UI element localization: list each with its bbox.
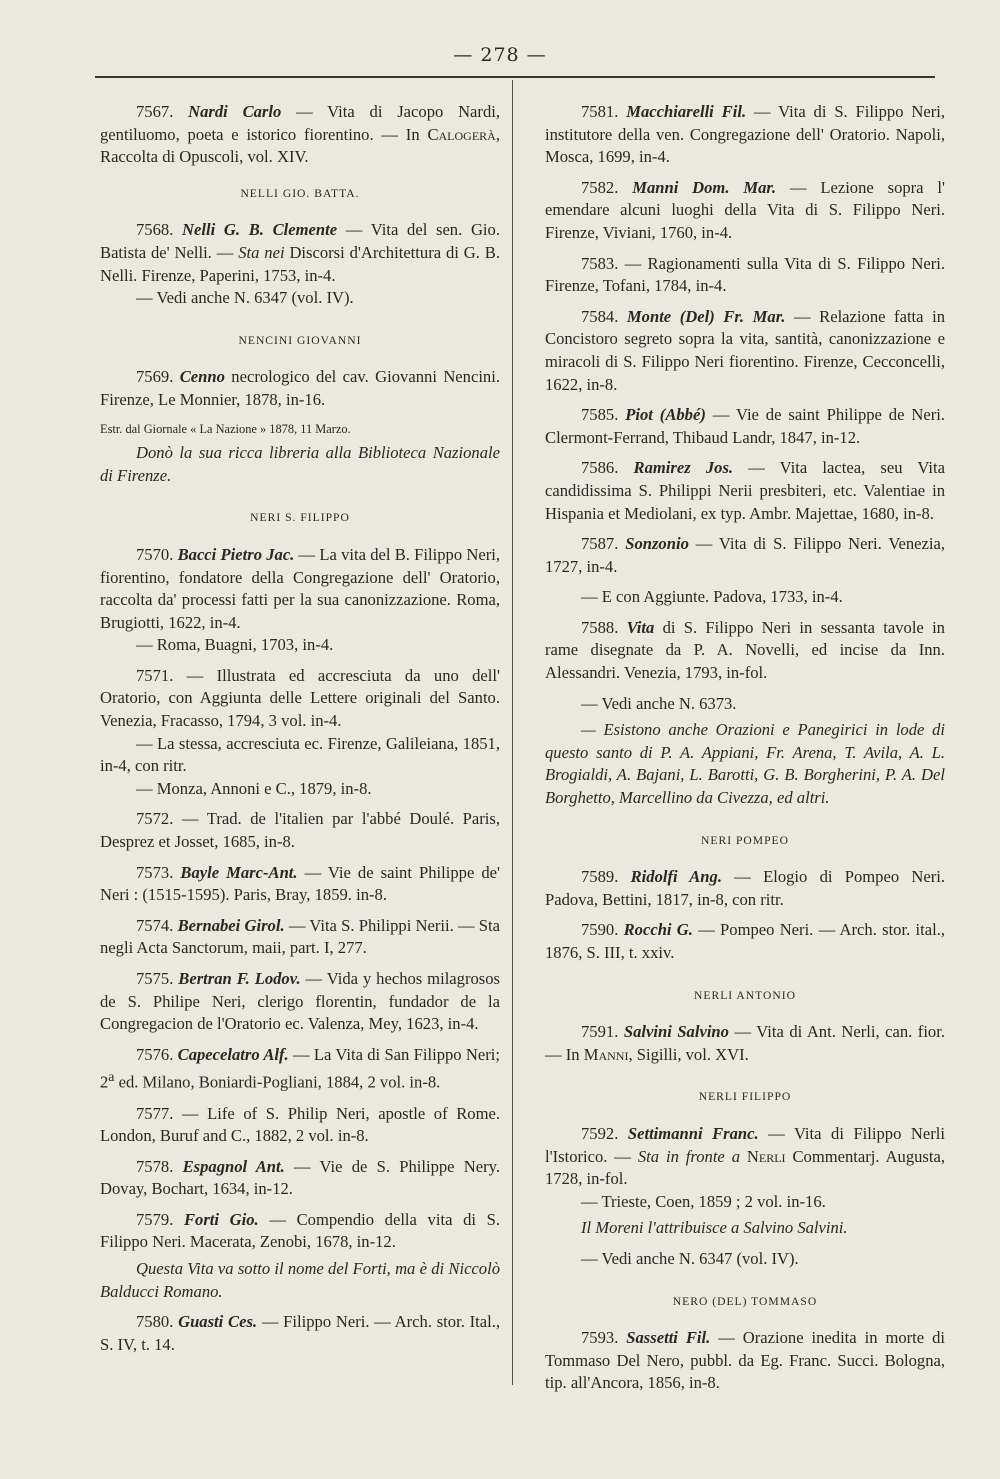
entry-7567: 7567. Nardi Carlo — Vita di Jacopo Nardi, gentiluomo, poeta e istorico fiorentino. — In Calogerà, Raccolta di Opuscoli, vol. XIV. <box>100 102 501 167</box>
entry-7588-note: — Esistono anche Orazioni e Panegirici in lode di questo santo di P. A. Appiani, Fr. Arena, T. Avila, A. L. Brogialdi, A. Bajani, L. Barotti, G. B. Borgherini, P. A. Del Borghetto, Marcellino da Civezza, ed altri. <box>545 720 945 808</box>
entry-7569: 7569. Cenno necrologico del cav. Giovanni Nencini. Firenze, Le Monnier, 1878, in-16. <box>100 367 500 409</box>
entry-7580: 7580. Guasti Ces. — Filippo Neri. — Arch. stor. Ital., S. IV, t. 14. <box>100 1312 501 1354</box>
heading-nerli-antonio: NERLI ANTONIO <box>694 988 796 1002</box>
entry-7583: 7583. — Ragionamenti sulla Vita di S. Filippo Neri. Firenze, Tofani, 1784, in-4. <box>545 253 945 296</box>
entry-7592-note: Il Moreni l'attribuisce a Salvino Salvini. <box>581 1218 848 1238</box>
entry-7575: 7575. Bertran F. Lodov. — Vida y hechos milagrosos de S. Philipe Neri, clerigo florentin, fundador de la Congregacion de l'Oratorio ec. Valenza, Mey, 1623, in-4. <box>100 969 500 1034</box>
entry-7584: 7584. Monte (Del) Fr. Mar. — Relazione fatta in Concistoro segreto sopra la vita, santità, canonizzazione e miracoli di S. Filippo Neri fiorentino. Firenze, Cecconcelli, 1622, in-8. <box>545 306 945 394</box>
entry-7588-see-also: — Vedi anche N. 6373. <box>581 693 737 713</box>
entry-7588: 7588. Vita di S. Filippo Neri in sessanta tavole in rame disegnate da P. A. Novelli, ed incise da Inn. Alessandri. Venezia, 1793, in-fol. <box>545 617 945 683</box>
entry-7593: 7593. Sassetti Fil. — Orazione inedita in morte di Tommaso Del Nero, pubbl. da Eg. Franc. Succi. Bologna, tip. all'Ancora, 1856, in-8. <box>545 1328 945 1393</box>
column-divider <box>512 80 513 1385</box>
entry-7586: 7586. Ramirez Jos. — Vita lactea, seu Vita candidissima S. Philippi Nerii presbiteri, etc. Valentiae in Hispania et Mediolani, ex typ. Ambr. Majettae, 1680, in-8. <box>545 458 945 523</box>
entry-7585: 7585. Piot (Abbé) — Vie de saint Philippe de Neri. Clermont-Ferrand, Thibaud Landr, 1847, in-12. <box>545 405 945 447</box>
entry-7574: 7574. Bernabei Girol. — Vita S. Philippi Nerii. — Sta negli Acta Sanctorum, maii, part. I, 277. <box>100 915 501 958</box>
entry-7587: 7587. Sonzonio — Vita di S. Filippo Neri. Venezia, 1727, in-4. <box>545 534 945 576</box>
entry-7570: 7570. Bacci Pietro Jac. — La vita del B. Filippo Neri, fiorentino, fondatore della Congregazione dell' Oratorio, raccolta da' processi fatti per la sua canonizzazione. Roma, Brugiotti, 1622, in-4. <box>100 544 500 632</box>
right-column <box>545 101 945 1403</box>
header-rule <box>95 76 935 78</box>
entry-7592: 7592. Settimanni Franc. — Vita di Filippo Nerli l'Istorico. — Sta in fronte a Nerli Commentarj. Augusta, 1728, in-fol. <box>545 1123 946 1189</box>
entry-7571-edition-2: — Monza, Annoni e C., 1879, in-8. <box>136 778 372 798</box>
left-column <box>100 101 500 1364</box>
entry-7579: 7579. Forti Gio. — Compendio della vita di S. Filippo Neri. Macerata, Zenobi, 1678, in-12. <box>100 1209 500 1252</box>
entry-7573: 7573. Bayle Marc-Ant. — Vie de saint Philippe de' Neri : (1515-1595). Paris, Bray, 1859. in-8. <box>100 862 500 905</box>
entry-7589: 7589. Ridolfi Ang. — Elogio di Pompeo Neri. Padova, Bettini, 1817, in-8, con ritr. <box>545 867 946 909</box>
entry-7568: 7568. Nelli G. B. Clemente — Vita del sen. Gio. Batista de' Nelli. — Sta nei Discorsi d'Architettura di G. B. Nelli. Firenze, Paperini, 1753, in-4. <box>100 220 500 285</box>
entry-7571-edition-1: — La stessa, accresciuta ec. Firenze, Galileiana, 1851, in-4, con ritr. <box>100 733 500 776</box>
entry-7581: 7581. Macchiarelli Fil. — Vita di S. Filippo Neri, institutore della ven. Congregazione dell' Oratorio. Napoli, Mosca, 1699, in-4. <box>545 102 946 167</box>
entry-7579-note: Questa Vita va sotto il nome del Forti, ma è di Niccolò Balducci Romano. <box>100 1259 500 1301</box>
entry-7592-edition: — Trieste, Coen, 1859 ; 2 vol. in-16. <box>581 1191 826 1211</box>
entry-7590: 7590. Rocchi G. — Pompeo Neri. — Arch. stor. ital., 1876, S. III, t. xxiv. <box>545 920 945 962</box>
entry-7571: 7571. — Illustrata ed accresciuta da uno dell' Oratorio, con Aggiunta delle Lettere originali del Santo. Venezia, Fracasso, 1794, 3 vol. in-4. <box>100 665 500 731</box>
entry-7569-source: Estr. dal Giornale « La Nazione » 1878, 11 Marzo. <box>100 421 351 436</box>
entry-7591: 7591. Salvini Salvino — Vita di Ant. Nerli, can. fior. — In Manni, Sigilli, vol. XVI. <box>545 1022 945 1064</box>
heading-neri-filippo: NERI S. FILIPPO <box>250 511 350 525</box>
entry-7582: 7582. Manni Dom. Mar. — Lezione sopra l' emendare alcuni luoghi della Vita di S. Filippo Neri. Firenze, Viviani, 1760, in-4. <box>545 177 945 242</box>
heading-nencini: NENCINI GIOVANNI <box>238 333 362 347</box>
heading-nelli: NELLI GIO. BATTA. <box>240 186 360 200</box>
entry-7587-edition: — E con Aggiunte. Padova, 1733, in-4. <box>581 587 843 607</box>
entry-7568-see-also: — Vedi anche N. 6347 (vol. IV). <box>136 288 354 308</box>
entry-7572: 7572. — Trad. de l'italien par l'abbé Doulé. Paris, Desprez et Josset, 1685, in-8. <box>100 809 500 852</box>
heading-neri-pompeo: NERI POMPEO <box>701 833 789 847</box>
page-number: — 278 — <box>453 44 547 66</box>
heading-nerli-filippo: NERLI FILIPPO <box>698 1090 792 1104</box>
entry-7592-see-also: — Vedi anche N. 6347 (vol. IV). <box>581 1248 799 1268</box>
heading-nero-tommaso: NERO (DEL) TOMMASO <box>672 1294 818 1308</box>
entry-7577: 7577. — Life of S. Philip Neri, apostle of Rome. London, Buruf and C., 1882, 2 vol. in-8. <box>100 1103 500 1146</box>
entry-7576: 7576. Capecelatro Alf. — La Vita di San Filippo Neri; 2$^a$ ed. Milano, Boniardi-Pogliani, 1884, 2 vol. in-8. <box>100 1044 500 1092</box>
entry-7569-note: Donò la sua ricca libreria alla Biblioteca Nazionale di Firenze. <box>100 443 500 485</box>
entry-7578: 7578. Espagnol Ant. — Vie de S. Philippe Nery. Dovay, Bochart, 1634, in-12. <box>100 1156 500 1199</box>
entry-7570-edition: — Roma, Buagni, 1703, in-4. <box>136 635 334 655</box>
